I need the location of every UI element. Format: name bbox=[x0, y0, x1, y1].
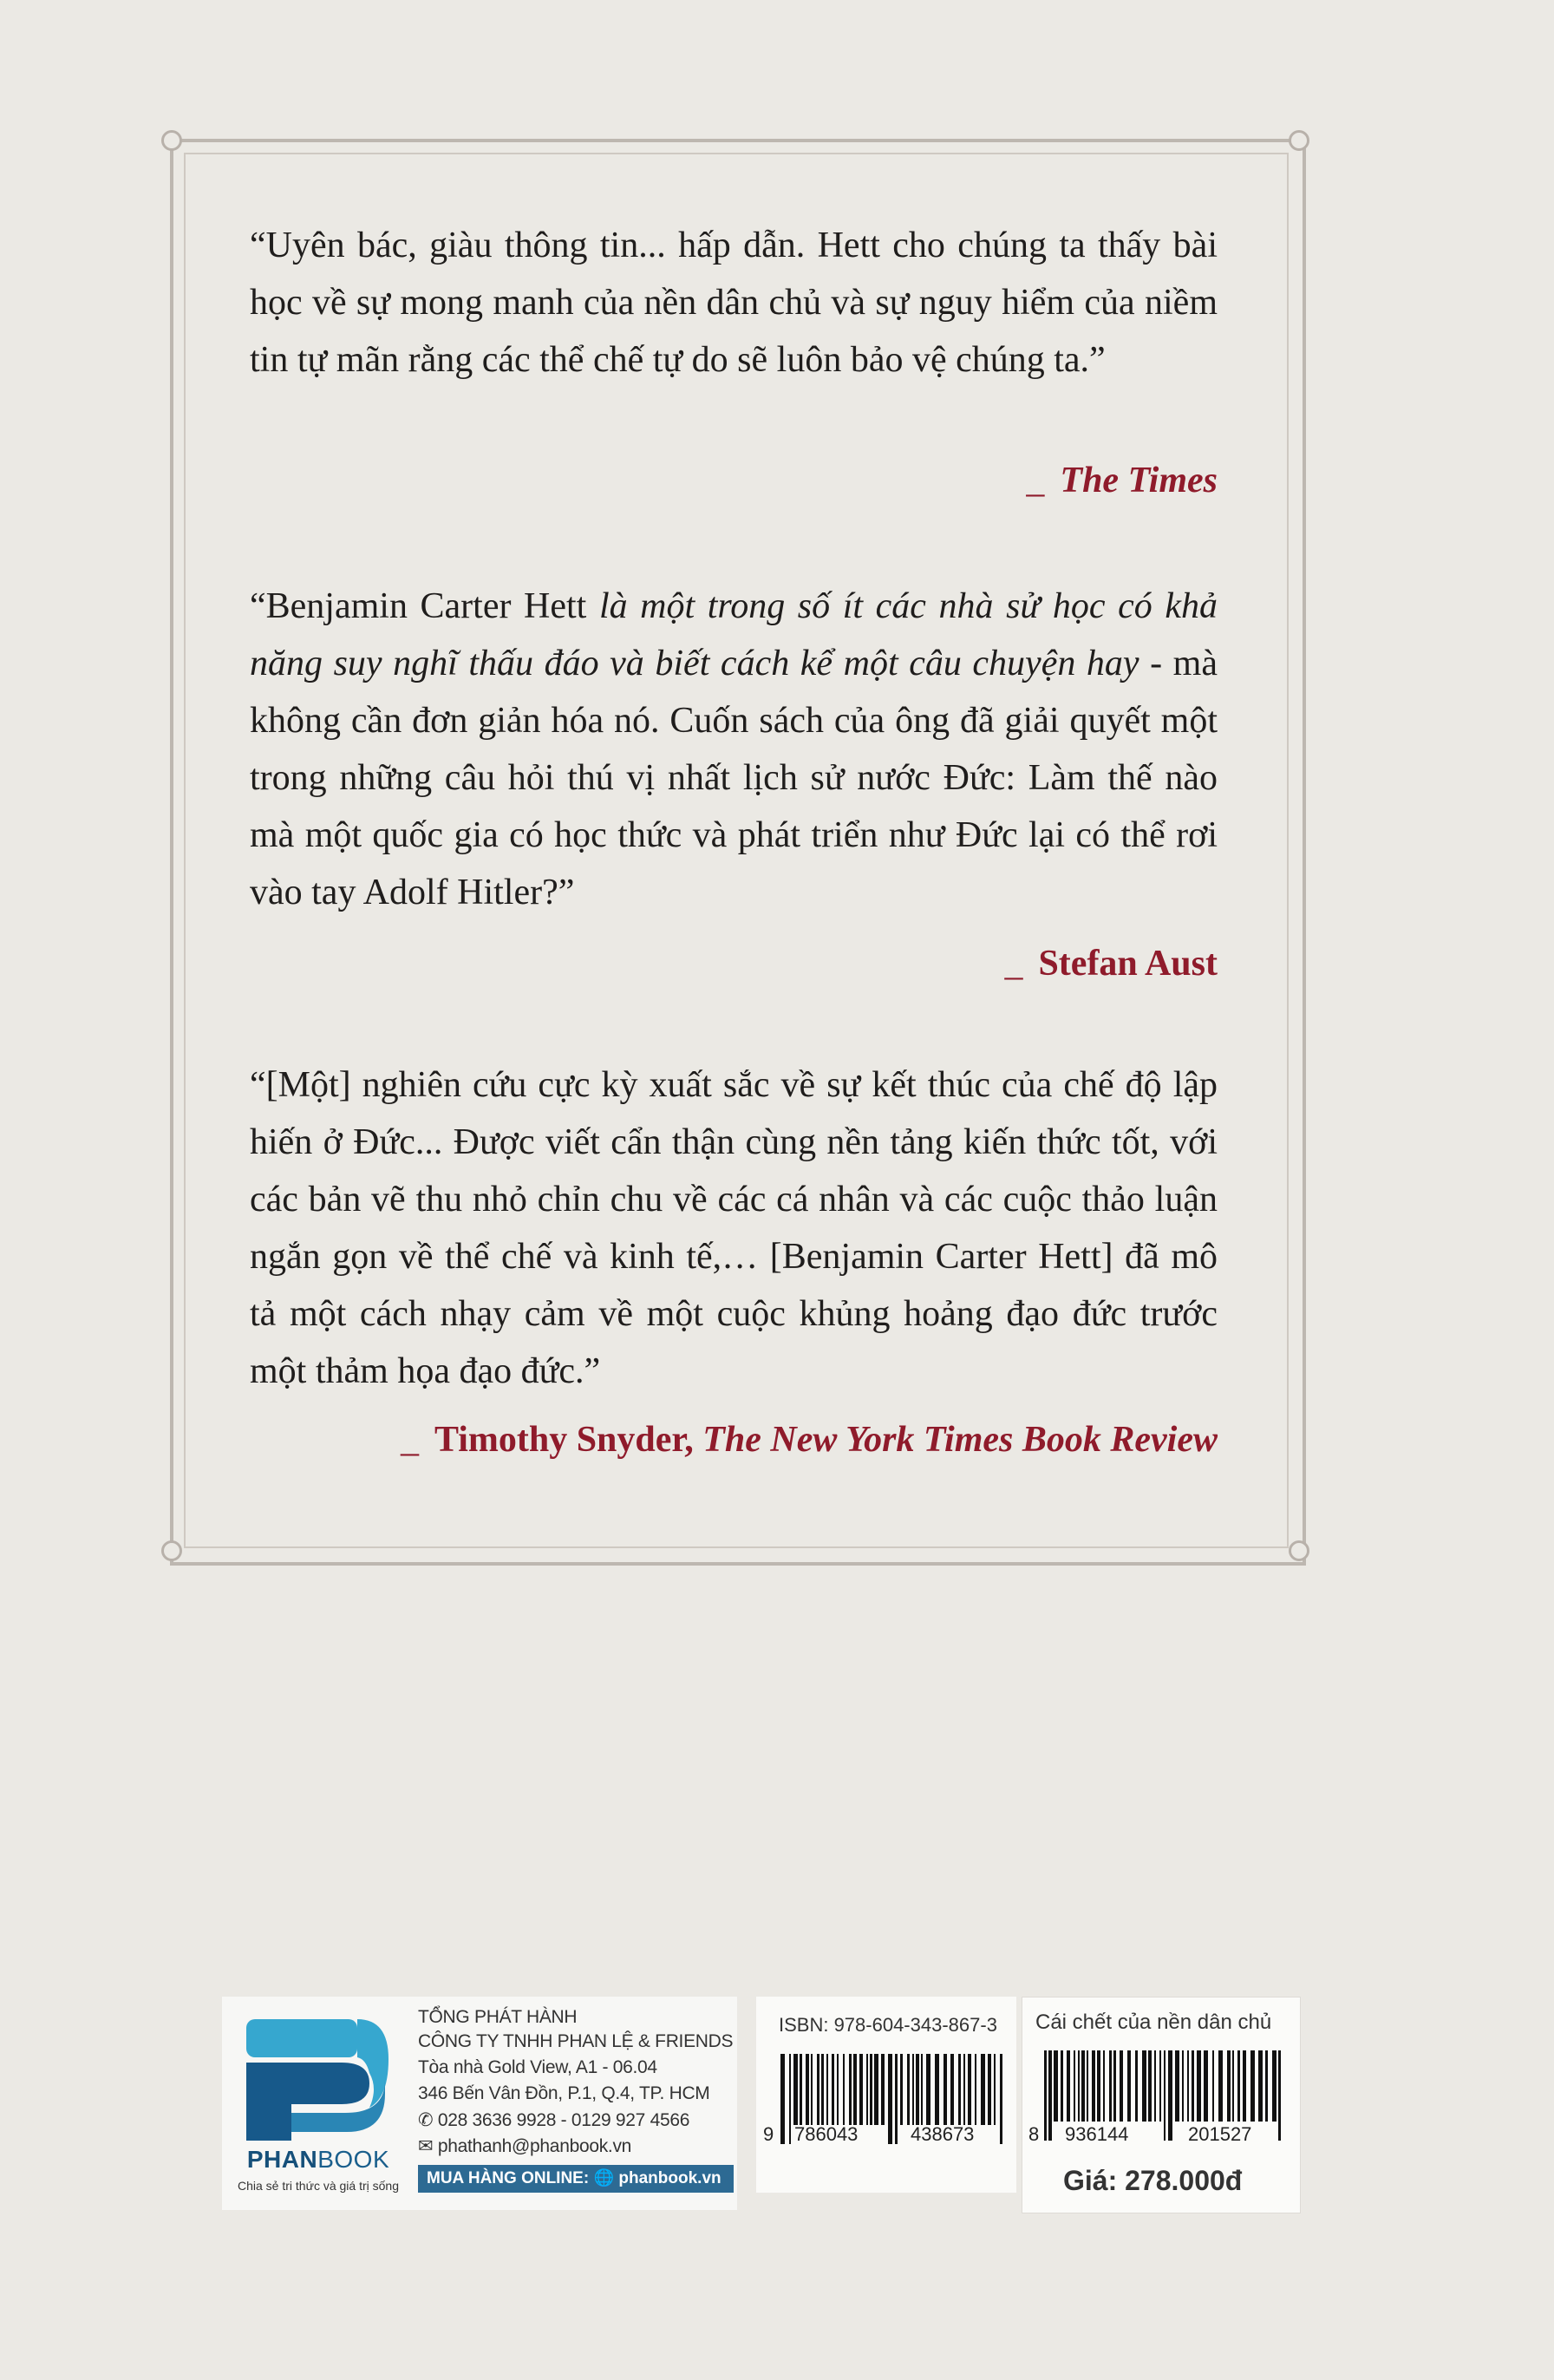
barcode-bar bbox=[916, 2054, 919, 2125]
distributor-phone-row bbox=[418, 2109, 689, 2131]
barcode-bar bbox=[837, 2054, 839, 2125]
barcode-bar bbox=[1250, 2050, 1255, 2122]
barcode-bar bbox=[921, 2054, 923, 2125]
barcode-bar bbox=[832, 2054, 834, 2125]
attribution-dash: _ bbox=[400, 1420, 419, 1460]
barcode-bar bbox=[1232, 2050, 1234, 2122]
distributor-email-row bbox=[418, 2135, 631, 2157]
barcode-bar bbox=[1237, 2050, 1240, 2122]
barcode-bar bbox=[870, 2054, 872, 2125]
distributor-label: TỔNG PHÁT HÀNH bbox=[418, 2007, 578, 2027]
barcode-bar bbox=[1074, 2050, 1075, 2122]
barcode-bar bbox=[900, 2054, 903, 2125]
frame-corner-ornament bbox=[161, 130, 182, 151]
isbn-digits-right: 438673 bbox=[911, 2123, 975, 2145]
barcode-bar bbox=[866, 2054, 868, 2125]
isbn-digit-lead: 9 bbox=[763, 2123, 774, 2145]
barcode-bar bbox=[963, 2054, 965, 2125]
attribution-source-publication: The New York Times Book Review bbox=[702, 1420, 1218, 1460]
publisher-brand-b: BOOK bbox=[317, 2146, 390, 2173]
frame-corner-ornament bbox=[1289, 130, 1309, 151]
barcode-bar bbox=[1272, 2050, 1276, 2122]
barcode-bar bbox=[1081, 2050, 1085, 2122]
barcode-bar bbox=[1197, 2050, 1201, 2122]
quote-aust bbox=[250, 578, 1218, 921]
barcode-bar bbox=[859, 2054, 863, 2125]
online-site: phanbook.vn bbox=[618, 2169, 722, 2187]
barcode-bar bbox=[806, 2054, 809, 2125]
barcode-bar bbox=[843, 2054, 845, 2125]
barcode-bar bbox=[1044, 2050, 1047, 2141]
barcode-bar bbox=[821, 2054, 824, 2125]
barcode-bar bbox=[1109, 2050, 1112, 2122]
quote-snyder-text: “[Một] nghiên cứu cực kỳ xuất sắc về sự kết thúc của chế độ lập hiến ở Đức... Được viết cẩn thận cùng nền tảng kiến thức tốt, với các bản vẽ thu nhỏ chỉn chu về các cá nhân và các cuộc thảo luận ngắn gọn về thể chế và kinh tế,… [Benjamin Carter Hett] đã mô tả một cách nhạy cảm về một cuộc khủng hoảng đạo đức trước một thảm họa đạo đức.” bbox=[250, 1065, 1218, 1391]
attribution-source: The Times bbox=[1060, 461, 1218, 500]
barcode-bar bbox=[981, 2054, 985, 2125]
barcode-bar bbox=[944, 2054, 947, 2125]
barcode-bar bbox=[1187, 2050, 1189, 2122]
barcode-bar bbox=[1159, 2050, 1161, 2122]
quote-times bbox=[250, 217, 1218, 389]
attribution-dash: _ bbox=[1026, 461, 1045, 500]
barcode-bar bbox=[780, 2054, 785, 2144]
publisher-brand bbox=[236, 2146, 401, 2174]
barcode-bar bbox=[789, 2054, 791, 2144]
barcode-bar bbox=[1212, 2050, 1214, 2122]
frame-corner-ornament bbox=[161, 1540, 182, 1561]
quote-snyder bbox=[250, 1056, 1218, 1400]
barcode-bar bbox=[958, 2054, 961, 2125]
barcode-bar bbox=[853, 2054, 857, 2125]
online-label: MUA HÀNG ONLINE: bbox=[427, 2169, 590, 2187]
attribution-snyder bbox=[401, 1419, 1218, 1461]
barcode-bar bbox=[1164, 2050, 1166, 2141]
mail-icon: ✉ bbox=[418, 2136, 434, 2156]
barcode-bar bbox=[1175, 2050, 1179, 2122]
price-tag-title: Cái chết của nền dân chủ bbox=[1035, 2011, 1272, 2034]
isbn-label: ISBN: 978-604-343-867-3 bbox=[779, 2014, 997, 2036]
barcode-bar bbox=[935, 2054, 939, 2125]
publisher-slogan: Chia sẻ tri thức và giá trị sống bbox=[237, 2179, 399, 2193]
price-digits-right: 201527 bbox=[1188, 2123, 1252, 2145]
attribution-times bbox=[1026, 460, 1218, 501]
barcode-bar bbox=[1204, 2050, 1208, 2122]
barcode-bar bbox=[975, 2054, 976, 2125]
barcode-bar bbox=[793, 2054, 798, 2125]
phone-icon: ✆ bbox=[418, 2110, 434, 2130]
attribution-source-name: Timothy Snyder, bbox=[434, 1420, 694, 1460]
price-digit-lead: 8 bbox=[1028, 2123, 1040, 2145]
barcode-bar bbox=[1000, 2054, 1002, 2144]
barcode-bar bbox=[1278, 2050, 1281, 2141]
barcode-bar bbox=[874, 2054, 878, 2125]
distributor-phone: 028 3636 9928 - 0129 927 4566 bbox=[437, 2110, 690, 2130]
barcode-bar bbox=[1103, 2050, 1105, 2122]
barcode-bar bbox=[895, 2054, 898, 2144]
barcode-bar bbox=[1227, 2050, 1231, 2122]
barcode-bar bbox=[849, 2054, 852, 2125]
barcode-bar bbox=[1258, 2050, 1263, 2122]
online-shop-banner bbox=[418, 2165, 734, 2193]
barcode-bar bbox=[950, 2054, 954, 2125]
barcode-bar bbox=[1113, 2050, 1116, 2122]
barcode-bar bbox=[1054, 2050, 1058, 2122]
distributor-company: CÔNG TY TNHH PHAN LỆ & FRIENDS bbox=[418, 2031, 734, 2051]
barcode-bar bbox=[1142, 2050, 1146, 2122]
isbn-digits-left: 786043 bbox=[794, 2123, 859, 2145]
quote-aust-text-a: “Benjamin Carter Hett bbox=[250, 586, 599, 626]
barcode-bar bbox=[800, 2054, 802, 2125]
barcode-bar bbox=[1092, 2050, 1095, 2122]
barcode-bar bbox=[1097, 2050, 1100, 2122]
attribution-aust bbox=[1004, 943, 1218, 984]
barcode-bar bbox=[1067, 2050, 1070, 2122]
barcode-bar bbox=[811, 2054, 813, 2125]
barcode-bar bbox=[1168, 2050, 1172, 2141]
barcode-bar bbox=[912, 2054, 914, 2125]
frame-corner-ornament bbox=[1289, 1540, 1309, 1561]
barcode-bar bbox=[1192, 2050, 1194, 2122]
barcode-bar bbox=[1120, 2050, 1123, 2122]
distributor-address1: Tòa nhà Gold View, A1 - 06.04 bbox=[418, 2057, 657, 2077]
price-digits-left: 936144 bbox=[1065, 2123, 1129, 2145]
barcode-bar bbox=[817, 2054, 819, 2125]
barcode-bar bbox=[1087, 2050, 1088, 2122]
distributor-address2: 346 Bến Vân Đồn, P.1, Q.4, TP. HCM bbox=[418, 2083, 710, 2103]
quote-aust-text-c: - mà không cần đơn giản hóa nó. Cuốn sách của ông đã giải quyết một trong những câu hỏi thú vị nhất lịch sử nước Đức: Làm thế nào mà một quốc gia có học thức và phát triển như Đức lại có thể rơi vào tay Adolf Hitler?” bbox=[250, 644, 1218, 912]
barcode-bar bbox=[1148, 2050, 1152, 2122]
barcode-bar bbox=[1243, 2050, 1246, 2122]
barcode-bar bbox=[968, 2054, 971, 2125]
barcode-bar bbox=[926, 2054, 930, 2125]
barcode-bar bbox=[888, 2054, 892, 2144]
quote-times-text: “Uyên bác, giàu thông tin... hấp dẫn. Hett cho chúng ta thấy bài học về sự mong manh của nền dân chủ và sự nguy hiểm của niềm tin tự mãn rằng các thể chế tự do sẽ luôn bảo vệ chúng ta.” bbox=[250, 226, 1218, 380]
barcode-bar bbox=[1182, 2050, 1184, 2122]
barcode-bar bbox=[1265, 2050, 1268, 2122]
barcode-bar bbox=[1078, 2050, 1080, 2122]
barcode-bar bbox=[1135, 2050, 1138, 2122]
barcode-bar bbox=[1061, 2050, 1063, 2122]
distributor-email: phathanh@phanbook.vn bbox=[437, 2136, 632, 2156]
barcode-bar bbox=[1218, 2050, 1223, 2122]
attribution-dash: _ bbox=[1004, 944, 1023, 984]
barcode-bar bbox=[1048, 2050, 1052, 2141]
publisher-brand-a: PHAN bbox=[246, 2146, 318, 2173]
barcode-bar bbox=[988, 2054, 991, 2125]
attribution-source: Stefan Aust bbox=[1038, 944, 1218, 984]
barcode-bar bbox=[907, 2054, 910, 2125]
barcode-bar bbox=[994, 2054, 996, 2125]
globe-icon: 🌐 bbox=[593, 2169, 615, 2187]
quote-aust-text-italic: là một trong số ít các nhà sử học có khả năng suy nghĩ thấu đáo và biết cách kể một câu chuyện hay bbox=[250, 586, 1218, 683]
barcode-bar bbox=[1154, 2050, 1156, 2122]
barcode-bar bbox=[826, 2054, 828, 2125]
barcode-bar bbox=[881, 2054, 885, 2125]
barcode-bar bbox=[1127, 2050, 1131, 2122]
price-value: Giá: 278.000đ bbox=[1063, 2165, 1243, 2196]
